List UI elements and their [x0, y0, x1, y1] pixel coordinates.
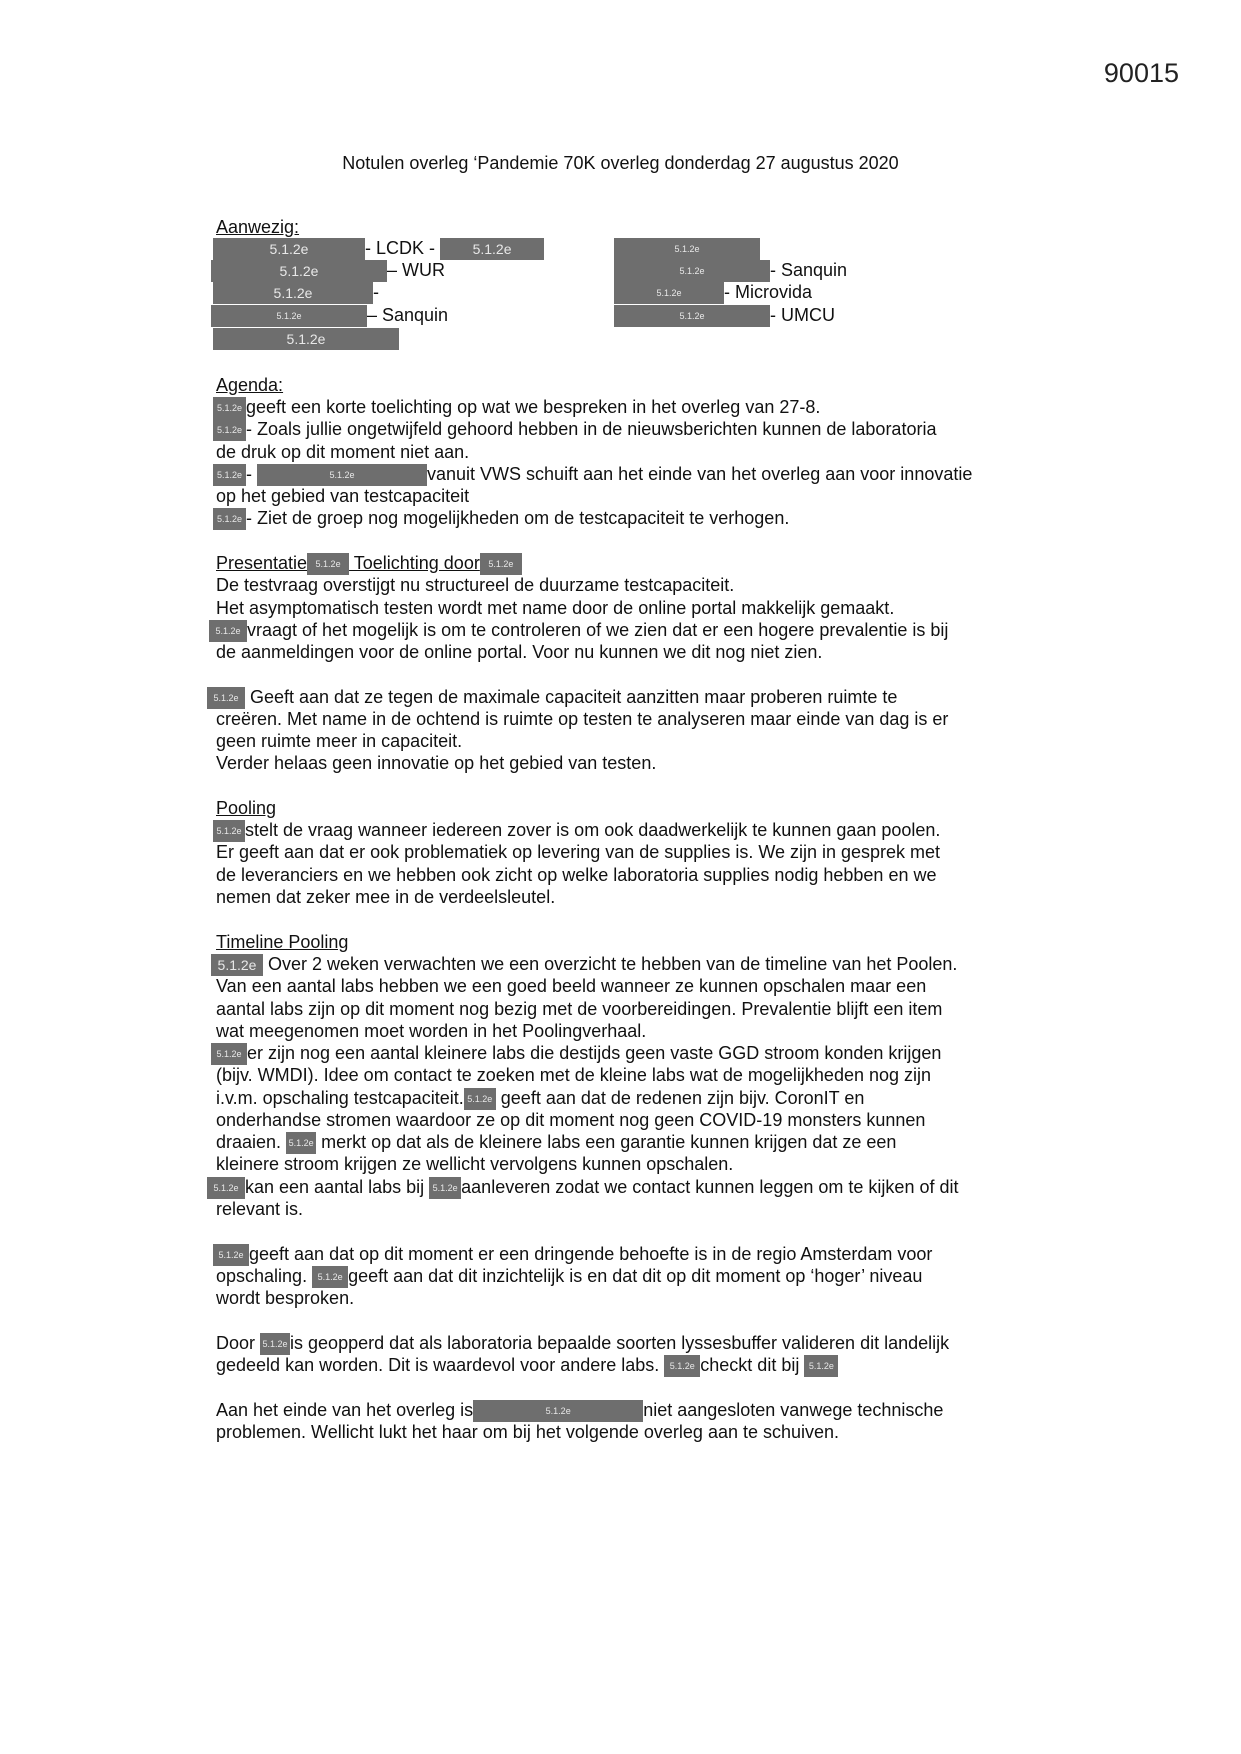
heading-text: Presentatie — [216, 553, 308, 573]
paragraph-line — [207, 686, 897, 709]
paragraph-text: opschaling. — [216, 1266, 308, 1286]
paragraph-text: Door — [216, 1333, 256, 1353]
paragraph-line — [213, 1243, 932, 1266]
agenda-text: geeft een korte toelichting op wat we bespreken in het overleg van 27-8. — [246, 397, 821, 417]
paragraph-line — [207, 1176, 958, 1199]
redaction-block: 5.1.2e — [473, 1400, 643, 1422]
paragraph-line: Het asymptomatisch testen wordt met name door de online portal makkelijk gemaakt. — [216, 598, 895, 618]
redaction-block: 5.1.2e — [213, 508, 246, 530]
paragraph-text: geeft aan dat dit inzichtelijk is en dat dit op dit moment op ‘hoger’ niveau — [348, 1266, 923, 1286]
paragraph-text: gedeeld kan worden. Dit is waardevol voor andere labs. — [216, 1355, 660, 1375]
redaction-block: 5.1.2e — [213, 820, 245, 842]
attendee-affiliation: – Sanquin — [367, 305, 449, 325]
redaction-block: 5.1.2e — [804, 1355, 838, 1377]
attendee-affiliation: - LCDK - — [365, 238, 436, 258]
agenda-text: de druk op dit moment niet aan. — [216, 442, 470, 462]
redaction-block: 5.1.2e — [213, 1244, 249, 1266]
paragraph-text: aanleveren zodat we contact kunnen leggen om te kijken of dit — [461, 1177, 959, 1197]
paragraph-text: draaien. — [216, 1132, 282, 1152]
paragraph-line: creëren. Met name in de ochtend is ruimte op testen te analyseren maar einde van dag is er — [216, 709, 949, 729]
paragraph-line — [213, 819, 940, 842]
agenda-text: - — [246, 464, 252, 484]
attendee-row — [614, 304, 835, 327]
redaction-block: 5.1.2e — [480, 553, 522, 575]
redaction-block: 5.1.2e — [614, 305, 770, 327]
paragraph-line: wat meegenomen moet worden in het Poolingverhaal. — [216, 1021, 647, 1041]
paragraph-line: geen ruimte meer in capaciteit. — [216, 731, 463, 751]
paragraph-line: Er geeft aan dat er ook problematiek op levering van de supplies is. We zijn in gesprek met — [216, 842, 941, 862]
paragraph-text: geeft aan dat de redenen zijn bijv. CoronIT en — [495, 1088, 865, 1108]
agenda-text: - Zoals jullie ongetwijfeld gehoord hebben in de nieuwsberichten kunnen de laboratoria — [246, 419, 937, 439]
redaction-block: 5.1.2e — [213, 328, 399, 350]
timeline-heading: Timeline Pooling — [216, 932, 349, 952]
redaction-block: 5.1.2e — [211, 954, 263, 976]
attendee-row — [614, 259, 847, 282]
redaction-block: 5.1.2e — [312, 1266, 348, 1288]
redaction-block: 5.1.2e — [440, 238, 544, 260]
paragraph-line: nemen dat zeker mee in de verdeelsleutel. — [216, 887, 556, 907]
redaction-block: 5.1.2e — [207, 687, 245, 709]
paragraph-line: problemen. Wellicht lukt het haar om bij het volgende overleg aan te schuiven. — [216, 1422, 840, 1442]
paragraph-line — [216, 1265, 922, 1288]
agenda-text: op het gebied van testcapaciteit — [216, 486, 470, 506]
attendee-affiliation: - UMCU — [770, 305, 835, 325]
paragraph-text: i.v.m. opschaling testcapaciteit. — [216, 1088, 464, 1108]
paragraph-line — [216, 1399, 943, 1422]
redaction-block: 5.1.2e — [464, 1088, 496, 1110]
redaction-block: 5.1.2e — [286, 1132, 316, 1154]
redaction-block: 5.1.2e — [207, 1177, 245, 1199]
agenda-heading: Agenda: — [216, 375, 284, 395]
paragraph-line: kleinere stroom krijgen ze wellicht vervolgens kunnen opschalen. — [216, 1154, 734, 1174]
paragraph-text: er zijn nog een aantal kleinere labs die destijds geen vaste GGD stroom konden krijgen — [247, 1043, 942, 1063]
attendee-row — [614, 281, 812, 304]
paragraph-line — [209, 619, 948, 642]
attendees-heading: Aanwezig: — [216, 217, 300, 237]
redaction-block: 5.1.2e — [213, 419, 246, 441]
attendee-affiliation: - Microvida — [724, 282, 813, 302]
redaction-block: 5.1.2e — [664, 1355, 700, 1377]
redaction-block: 5.1.2e — [614, 238, 760, 260]
redaction-block: 5.1.2e — [307, 553, 349, 575]
redaction-block: 5.1.2e — [211, 1043, 247, 1065]
attendee-row — [213, 237, 544, 260]
redaction-block: 5.1.2e — [213, 397, 246, 419]
paragraph-text: stelt de vraag wanneer iedereen zover is om ook daadwerkelijk te kunnen gaan poolen. — [245, 820, 941, 840]
paragraph-text: merkt op dat als de kleinere labs een garantie kunnen krijgen dat ze een — [316, 1132, 897, 1152]
paragraph-line: De testvraag overstijgt nu structureel de duurzame testcapaciteit. — [216, 575, 735, 595]
paragraph-text: niet aangesloten vanwege technische — [643, 1400, 944, 1420]
attendee-affiliation: – WUR — [387, 260, 445, 280]
paragraph-line: de aanmeldingen voor de online portal. Voor nu kunnen we dit nog niet zien. — [216, 642, 823, 662]
agenda-item — [213, 418, 936, 441]
paragraph-line: de leveranciers en we hebben ook zicht op welke laboratoria supplies nodig hebben en we — [216, 865, 937, 885]
paragraph-text: Aan het einde van het overleg is — [216, 1400, 474, 1420]
redaction-block: 5.1.2e — [209, 620, 247, 642]
redaction-block: 5.1.2e — [260, 1333, 290, 1355]
pooling-heading: Pooling — [216, 798, 277, 818]
document-title: Notulen overleg ‘Pandemie 70K overleg donderdag 27 augustus 2020 — [342, 153, 899, 173]
paragraph-line — [216, 1354, 838, 1377]
paragraph-text: Geeft aan dat ze tegen de maximale capaciteit aanzitten maar proberen ruimte te — [245, 687, 898, 707]
redaction-block: 5.1.2e — [614, 282, 724, 304]
redaction-block: 5.1.2e — [257, 464, 427, 486]
paragraph-line: aantal labs zijn op dit moment nog bezig met de voorbereidingen. Prevalentie blijft een item — [216, 999, 943, 1019]
redaction-block: 5.1.2e — [213, 282, 373, 304]
paragraph-line: (bijv. WMDI). Idee om contact te zoeken met de kleine labs wat de mogelijkheden nog zijn — [216, 1065, 932, 1085]
redaction-block: 5.1.2e — [429, 1177, 461, 1199]
presentatie-heading — [216, 552, 522, 575]
attendee-row — [213, 281, 379, 304]
paragraph-line — [211, 1042, 941, 1065]
paragraph-line: relevant is. — [216, 1199, 304, 1219]
attendee-affiliation: - Sanquin — [770, 260, 848, 280]
heading-text: Toelichting door — [349, 553, 480, 573]
attendee-row — [614, 237, 760, 260]
redaction-block: 5.1.2e — [213, 464, 246, 486]
paragraph-line: Verder helaas geen innovatie op het gebied van testen. — [216, 753, 657, 773]
agenda-text: - Ziet de groep nog mogelijkheden om de testcapaciteit te verhogen. — [246, 508, 790, 528]
redaction-block: 5.1.2e — [211, 305, 367, 327]
paragraph-line — [216, 1332, 949, 1355]
paragraph-line — [216, 1087, 864, 1110]
agenda-text: vanuit VWS schuift aan het einde van het overleg aan voor innovatie — [427, 464, 973, 484]
redaction-block: 5.1.2e — [211, 260, 387, 282]
paragraph-text: geeft aan dat op dit moment er een dringende behoefte is in de regio Amsterdam voor — [249, 1244, 933, 1264]
paragraph-line — [211, 953, 957, 976]
paragraph-line — [216, 1131, 896, 1154]
agenda-item — [213, 463, 972, 486]
paragraph-text: checkt dit bij — [700, 1355, 800, 1375]
paragraph-text: vraagt of het mogelijk is om te controleren of we zien dat er een hogere prevalentie is bij — [247, 620, 949, 640]
agenda-item — [213, 396, 820, 419]
attendee-row — [211, 259, 445, 282]
paragraph-text: Over 2 weken verwachten we een overzicht te hebben van de timeline van het Poolen. — [263, 954, 958, 974]
paragraph-text: kan een aantal labs bij — [245, 1177, 425, 1197]
paragraph-line: wordt besproken. — [216, 1288, 355, 1308]
attendee-row — [213, 327, 399, 350]
document-number: 90015 — [1103, 58, 1179, 88]
redaction-block: 5.1.2e — [614, 260, 770, 282]
attendee-affiliation: - — [373, 282, 379, 302]
agenda-item — [213, 507, 789, 530]
attendee-row — [211, 304, 448, 327]
redaction-block: 5.1.2e — [213, 238, 365, 260]
paragraph-line: onderhandse stromen waardoor ze op dit moment nog geen COVID-19 monsters kunnen — [216, 1110, 926, 1130]
paragraph-text: is geopperd dat als laboratoria bepaalde soorten lyssesbuffer valideren dit landelijk — [290, 1333, 950, 1353]
paragraph-line: Van een aantal labs hebben we een goed beeld wanneer ze kunnen opschalen maar een — [216, 976, 927, 996]
